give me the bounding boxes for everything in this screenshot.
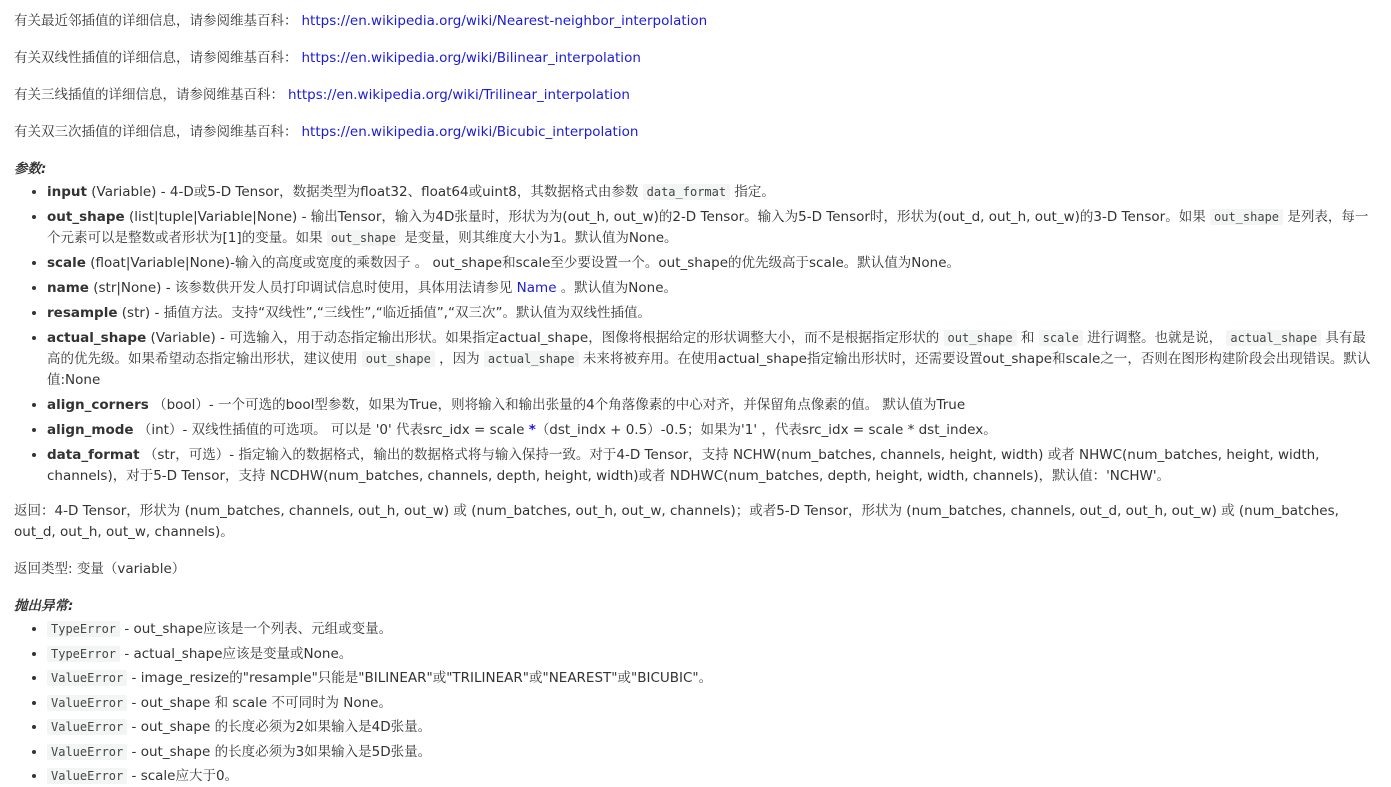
error-type: ValueError bbox=[47, 670, 127, 686]
errors-heading: 抛出异常: bbox=[14, 598, 74, 614]
error-type: ValueError bbox=[47, 744, 127, 760]
error-desc: - out_shape 和 scale 不可同时为 None。 bbox=[127, 694, 392, 711]
param-name-align-corners: align_corners bbox=[47, 397, 149, 413]
return-type-text: 返回类型: 变量（variable） bbox=[14, 561, 186, 577]
error-type: ValueError bbox=[47, 768, 127, 784]
param-name-out-shape: out_shape bbox=[47, 209, 125, 225]
wiki-bilinear-link[interactable]: https://en.wikipedia.org/wiki/Bilinear_interpolation bbox=[301, 50, 641, 66]
param-desc-input-end: 指定。 bbox=[730, 184, 775, 200]
code-out-shape-3: out_shape bbox=[944, 330, 1017, 346]
param-desc-input: (Variable) - 4-D或5-D Tensor，数据类型为float32、float64或uint8，其数据格式由参数 bbox=[86, 184, 643, 200]
wiki-bicubic-prefix: 有关双三次插值的详细信息，请参阅维基百科： bbox=[14, 124, 298, 140]
wiki-bilinear-prefix: 有关双线性插值的详细信息，请参阅维基百科： bbox=[14, 50, 298, 66]
param-desc-actual-shape-c: 进行调整。也就是说， bbox=[1082, 330, 1227, 346]
code-actual-shape-2: actual_shape bbox=[484, 351, 579, 367]
param-desc-name-end: 。默认值为None。 bbox=[556, 280, 678, 296]
param-input bbox=[47, 182, 1377, 203]
param-name-scale: scale bbox=[47, 255, 86, 271]
param-desc-scale: (float|Variable|None)-输入的高度或宽度的乘数因子 。 out_shape和scale至少要设置一个。out_shape的优先级高于scale。默认值为None。 bbox=[85, 255, 961, 271]
error-item bbox=[47, 644, 1377, 665]
errors-list bbox=[14, 619, 1377, 787]
param-align-mode bbox=[47, 420, 1377, 441]
wiki-bicubic-paragraph bbox=[14, 122, 1377, 143]
error-type: ValueError bbox=[47, 719, 127, 735]
code-out-shape: out_shape bbox=[1210, 209, 1283, 225]
error-item bbox=[47, 619, 1377, 640]
param-data-format bbox=[47, 445, 1377, 487]
param-out-shape bbox=[47, 207, 1377, 249]
param-desc-actual-shape-d: 具有最高的优先级。如果希望动态指定输出形状，建议使用 bbox=[47, 330, 1366, 367]
param-desc-actual-shape-e: ，因为 bbox=[434, 351, 484, 367]
code-out-shape-4: out_shape bbox=[362, 351, 435, 367]
param-name-input: input bbox=[47, 184, 87, 200]
param-scale bbox=[47, 253, 1377, 274]
error-item bbox=[47, 717, 1377, 738]
param-desc-actual-shape-f: 未来将被弃用。在使用actual_shape指定输出形状时，还需要设置out_shape和scale之一，否则在图形构建阶段会出现错误。默认值:None bbox=[47, 351, 1371, 388]
code-scale: scale bbox=[1039, 330, 1083, 346]
param-desc-out-shape-mid: 是列表，每一个元素可以是整数或者形状为[1]的变量。如果 bbox=[47, 209, 1369, 246]
returns-text: 返回：4-D Tensor，形状为 (num_batches, channels, out_h, out_w) 或 (num_batches, out_h, out_w, channels)；或者5-D Tensor，形状为 (num_batches, channels, out_d, out_h, out_w) 或 (num_batches, out_d, out_h, out_w, channels)。 bbox=[14, 503, 1339, 540]
param-actual-shape bbox=[47, 328, 1377, 391]
error-desc: - out_shape 的长度必须为2如果输入是4D张量。 bbox=[127, 719, 432, 735]
params-list bbox=[14, 182, 1377, 487]
param-desc-actual-shape-b: 和 bbox=[1016, 330, 1039, 346]
error-type: TypeError bbox=[47, 621, 120, 637]
param-desc-out-shape-end: 是变量，则其维度大小为1。默认值为None。 bbox=[399, 230, 678, 246]
error-desc: - actual_shape应该是变量或None。 bbox=[120, 645, 353, 662]
error-type: TypeError bbox=[47, 646, 120, 662]
param-name-resample: resample bbox=[47, 305, 118, 321]
error-item bbox=[47, 693, 1377, 714]
params-heading: 参数: bbox=[14, 161, 47, 177]
param-resample bbox=[47, 303, 1377, 324]
wiki-nearest-prefix: 有关最近邻插值的详细信息，请参阅维基百科： bbox=[14, 13, 298, 29]
asterisk: * bbox=[528, 422, 536, 438]
param-align-corners bbox=[47, 395, 1377, 416]
param-desc-resample: (str) - 插值方法。支持“双线性”,“三线性”,“临近插值”,“双三次”。默认值为双线性插值。 bbox=[117, 305, 651, 321]
param-desc-align-corners: （bool）- 一个可选的bool型参数，如果为True，则将输入和输出张量的4个角落像素的中心对齐，并保留角点像素的值。 默认值为True bbox=[148, 397, 966, 413]
error-desc: - out_shape应该是一个列表、元组或变量。 bbox=[120, 621, 393, 637]
error-desc: - scale应大于0。 bbox=[127, 768, 239, 784]
wiki-bicubic-link[interactable]: https://en.wikipedia.org/wiki/Bicubic_interpolation bbox=[301, 124, 639, 140]
error-type: ValueError bbox=[47, 695, 127, 711]
param-name-data-format: data_format bbox=[47, 447, 140, 463]
param-name bbox=[47, 278, 1377, 299]
code-data-format: data_format bbox=[643, 184, 730, 200]
wiki-bilinear-paragraph bbox=[14, 48, 1377, 69]
param-desc-align-mode: （int）- 双线性插值的可选项。 可以是 '0' 代表src_idx = scale bbox=[133, 422, 529, 438]
wiki-nearest-paragraph bbox=[14, 11, 1377, 32]
param-name-name: name bbox=[47, 280, 89, 296]
wiki-trilinear-link[interactable]: https://en.wikipedia.org/wiki/Trilinear_interpolation bbox=[288, 87, 630, 103]
wiki-nearest-link[interactable]: https://en.wikipedia.org/wiki/Nearest-neighbor_interpolation bbox=[301, 13, 708, 29]
wiki-trilinear-prefix: 有关三线插值的详细信息，请参阅维基百科： bbox=[14, 87, 284, 103]
code-out-shape-2: out_shape bbox=[327, 230, 400, 246]
param-name-align-mode: align_mode bbox=[47, 422, 134, 438]
param-desc-align-mode-end: （dst_indx + 0.5）-0.5；如果为'1' ，代表src_idx = scale * dst_index。 bbox=[535, 422, 997, 438]
wiki-trilinear-paragraph bbox=[14, 85, 1377, 106]
error-desc: - image_resize的"resample"只能是"BILINEAR"或"TRILINEAR"或"NEAREST"或"BICUBIC"。 bbox=[127, 670, 713, 686]
error-item bbox=[47, 742, 1377, 763]
param-desc-actual-shape: (Variable) - 可选输入，用于动态指定输出形状。如果指定actual_shape，图像将根据给定的形状调整大小，而不是根据指定形状的 bbox=[146, 330, 944, 346]
param-desc-name: (str|None) - 该参数供开发人员打印调试信息时使用，具体用法请参见 bbox=[88, 280, 517, 296]
param-name-actual-shape: actual_shape bbox=[47, 330, 147, 346]
name-api-link[interactable]: Name bbox=[516, 280, 557, 296]
param-desc-data-format: （str，可选）- 指定输入的数据格式，输出的数据格式将与输入保持一致。对于4-D Tensor，支持 NCHW(num_batches, channels, height, width) 或者 NHWC(num_batches, height, width, channels)，对于5-D Tensor，支持 NCDHW(num_batches, channels, depth, height, width)或者 NDHWC(num_batches, depth, height, width, channels)，默认值：'NCHW'。 bbox=[47, 447, 1320, 484]
error-item bbox=[47, 668, 1377, 689]
param-desc-out-shape: (list|tuple|Variable|None) - 输出Tensor，输入为4D张量时，形状为为(out_h, out_w)的2-D Tensor。输入为5-D Tensor时，形状为(out_d, out_h, out_w)的3-D Tensor。如果 bbox=[124, 209, 1210, 225]
code-actual-shape: actual_shape bbox=[1226, 330, 1321, 346]
error-desc: - out_shape 的长度必须为3如果输入是5D张量。 bbox=[127, 743, 432, 760]
error-item bbox=[47, 766, 1377, 787]
